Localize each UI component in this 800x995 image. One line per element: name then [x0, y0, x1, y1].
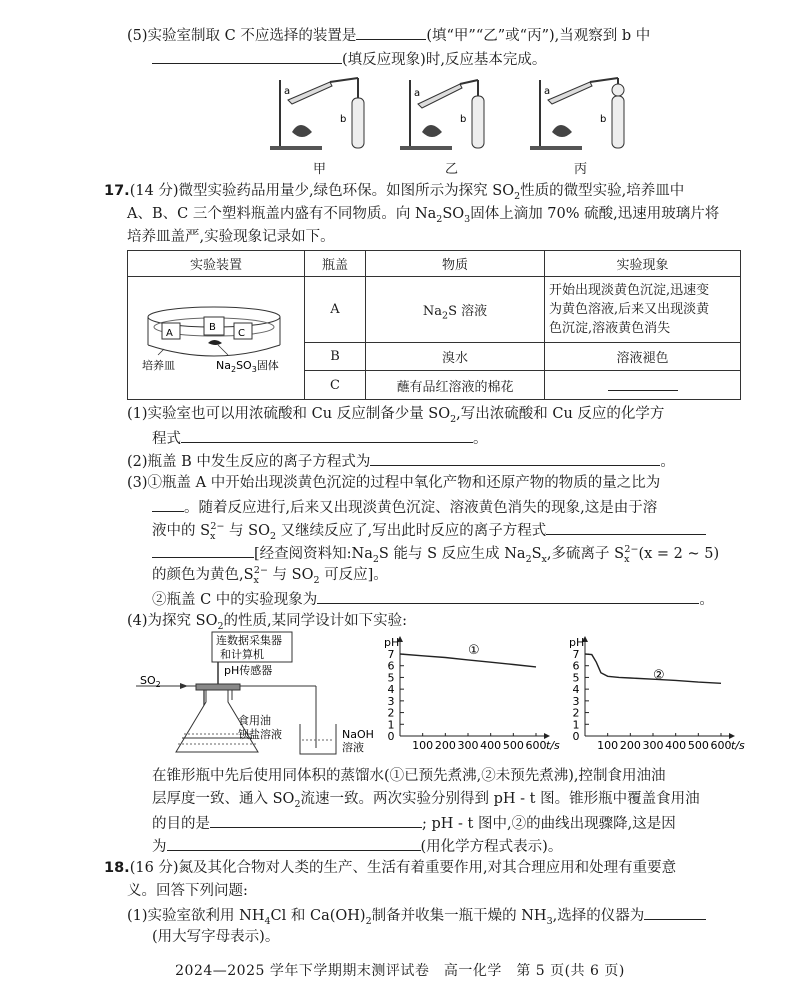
ph-chart-2 — [563, 632, 763, 754]
cap-b-label: B — [209, 322, 216, 333]
y-tick-label: 3 — [572, 694, 580, 708]
y-tick-label: 7 — [387, 648, 395, 661]
header-phenomenon: 实验现象 — [545, 251, 741, 277]
label-bing: 丙 — [574, 162, 588, 177]
y-tick-label: 6 — [387, 659, 395, 673]
x-tick-label: 500 — [687, 739, 709, 752]
ph-chart-1 — [378, 632, 560, 754]
phenomenon-a: 开始出现淡黄色沉淀,迅速变 为黄色溶液,后来又出现淡黄 色沉淀,溶液黄色消失 — [545, 277, 741, 343]
q16-line2: (填反应现象)时,反应基本完成。 — [152, 48, 546, 70]
y-tick-label: 1 — [387, 718, 395, 732]
answer-blank[interactable] — [370, 450, 660, 466]
label-b: b — [460, 114, 467, 125]
dish-label: 培养皿 — [142, 359, 175, 372]
q17-p4-line1: (4)为探究 $SO_2$的性质,某同学设计如下实验: — [127, 613, 408, 632]
x-tick-label: 300 — [457, 739, 479, 752]
header-device: 实验装置 — [128, 251, 305, 277]
label-a: a — [284, 86, 291, 97]
y-tick-label: 2 — [387, 706, 395, 720]
answer-blank[interactable] — [181, 427, 473, 443]
q17-p3-line1: (3)①瓶盖 A 中开始出现淡黄色沉淀的过程中氧化产物和还原产物的物质的量之比为 — [127, 475, 661, 491]
label-yi: 乙 — [445, 162, 459, 177]
chart-title: ① — [468, 643, 480, 658]
collector-label-2: 和计算机 — [220, 648, 264, 661]
answer-blank[interactable] — [152, 496, 184, 512]
y-tick-label: 2 — [572, 706, 580, 720]
q17-p3-line2: 。随着反应进行,后来又出现淡黄色沉淀、溶液黄色消失的现象,这是由于溶 — [152, 496, 657, 518]
chart-title: ② — [653, 668, 665, 683]
apparatus-yi — [400, 80, 484, 150]
q17-p4-line3: 层厚度一致、通入 $SO_2$流速一致。两次实验分别得到 pH - t 图。锥形瓶中覆盖食用油 — [152, 791, 700, 810]
y-axis-label: pH — [569, 636, 585, 649]
q17-p2: (2)瓶盖 B 中发生反应的离子方程式为 。 — [127, 450, 675, 472]
phenomenon-c — [545, 371, 741, 400]
y-tick-label: 6 — [572, 659, 580, 673]
answer-blank[interactable] — [356, 24, 426, 40]
y-tick-label: 1 — [572, 718, 580, 732]
phenomenon-b: 溶液褪色 — [545, 342, 741, 371]
table-row — [128, 277, 741, 343]
q17-p3-line4: [经查阅资料知$:Na_2S$ 能与 S 反应生成 $Na_2S_x$,多硫离子 $S_x^{2-}(x = 2$ ~ 5) — [152, 542, 719, 564]
cap-a-label: A — [166, 328, 173, 339]
answer-blank[interactable] — [152, 48, 342, 64]
x-axis-label: t/s — [546, 739, 560, 752]
x-tick-label: 600 — [525, 739, 547, 752]
y-tick-label: 5 — [387, 671, 395, 685]
collector-label-1: 连数据采集器 — [216, 634, 282, 647]
naoh-label-1: NaOH — [342, 728, 374, 741]
cap-c-label: C — [238, 328, 245, 339]
q17-p1-line2: 程式 。 — [152, 427, 488, 449]
solid-label: $Na_2SO_3$固体 — [216, 359, 279, 374]
y-tick-label: 4 — [572, 683, 580, 697]
x-tick-label: 100 — [597, 739, 619, 752]
apparatus-jia — [270, 78, 364, 150]
q17-p4-line2: 在锥形瓶中先后使用同体积的蒸馏水(①已预先煮沸,②未预先煮沸),控制食用油油 — [152, 768, 666, 784]
q18-p1-line2: (用大写字母表示)。 — [152, 929, 280, 945]
x-tick-label: 400 — [665, 739, 687, 752]
answer-blank[interactable] — [210, 812, 422, 828]
y-tick-label: 4 — [387, 683, 395, 697]
x-tick-label: 400 — [480, 739, 502, 752]
q17-p3-line6: ②瓶盖 C 中的实验现象为 。 — [152, 588, 714, 610]
q17-p4-line5: 为 (用化学方程式表示)。 — [152, 835, 562, 857]
oil-label: 食用油 — [238, 714, 271, 727]
q17-intro-line3: 培养皿盖严,实验现象记录如下。 — [127, 229, 335, 245]
y-tick-label: 7 — [572, 648, 580, 661]
answer-blank[interactable] — [167, 835, 421, 851]
q16-apparatus-figure — [270, 70, 650, 180]
label-a: a — [414, 88, 421, 99]
so2-label: $SO_2$ — [140, 674, 161, 689]
q18-intro-line2: 义。回答下列问题: — [127, 883, 248, 899]
x-tick-label: 500 — [502, 739, 524, 752]
device-diagram-cell — [128, 277, 305, 400]
y-tick-label: 5 — [572, 671, 580, 685]
q17-p4-line4: 的目的是 ; pH - t 图中,②的曲线出现骤降,这是因 — [152, 812, 676, 834]
y-tick-label: 0 — [572, 730, 580, 743]
so2-setup-diagram — [136, 630, 386, 760]
q18-intro-line1: 18.(16 分)氮及其化合物对人类的生产、生活有着重要作用,对其合理应用和处理有重要意 — [104, 860, 677, 876]
label-a: a — [544, 86, 551, 97]
naoh-label-2: 溶液 — [342, 741, 364, 754]
answer-blank[interactable] — [317, 588, 699, 604]
q17-intro-line1: 17.(14 分)微型实验药品用量少,绿色环保。如图所示为探究 $SO_2$性质的微型实验,培养皿中 — [104, 183, 685, 202]
q16-line1: (5)实验室制取 C 不应选择的装置是 (填“甲”“乙”或“丙”),当观察到 b 中 — [127, 24, 650, 46]
header-cap: 瓶盖 — [305, 251, 366, 277]
answer-blank[interactable] — [608, 375, 678, 391]
q17-p3-line3: 液中的 $S_x^{2-}$ 与 $SO_2$ 又继续反应了,写出此时反应的离子方程式 — [152, 519, 706, 541]
cap-c: C — [305, 371, 366, 400]
q17-p1-line1: (1)实验室也可以用浓硫酸和 Cu 反应制备少量 $SO_2$,写出浓硫酸和 Cu 反应的化学方 — [127, 406, 665, 425]
x-axis-label: t/s — [731, 739, 745, 752]
x-tick-label: 200 — [619, 739, 641, 752]
q18-p1-line1: (1)实验室欲利用 $NH_4Cl$ 和 $Ca(OH)_2$制备并收集一瓶干燥的 $NH_3$,选择的仪器为 — [127, 904, 706, 926]
substance-c: 蘸有品红溶液的棉花 — [366, 371, 545, 400]
cap-a: A — [305, 277, 366, 343]
cap-b: B — [305, 342, 366, 371]
sensor-label: pH传感器 — [224, 664, 273, 677]
answer-blank[interactable] — [152, 542, 254, 558]
y-axis-label: pH — [384, 636, 400, 649]
label-jia: 甲 — [313, 162, 327, 177]
y-tick-label: 3 — [387, 694, 395, 708]
label-b: b — [600, 114, 607, 125]
substance-b: 溴水 — [366, 342, 545, 371]
q17-intro-line2: A、B、C 三个塑料瓶盖内盛有不同物质。向 $Na_2SO_3$固体上滴加 70% 硫酸,迅速用玻璃片将 — [127, 206, 720, 225]
x-tick-label: 100 — [412, 739, 434, 752]
apparatus-bing — [530, 78, 624, 150]
label-b: b — [340, 114, 347, 125]
experiment-table — [127, 250, 741, 400]
petri-dish-diagram — [128, 277, 304, 395]
answer-blank[interactable] — [546, 519, 706, 535]
x-tick-label: 600 — [710, 739, 732, 752]
answer-blank[interactable] — [644, 904, 706, 920]
table-header-row — [128, 251, 741, 277]
x-tick-label: 200 — [434, 739, 456, 752]
header-substance: 物质 — [366, 251, 545, 277]
page-footer: 2024—2025 学年下学期期末测评试卷 高一化学 第 5 页(共 6 页) — [175, 963, 625, 979]
q17-p3-line5: 的颜色为黄色$,S_x^{2-}$ 与 $SO_2$ 可反应]。 — [152, 565, 388, 586]
substance-a: $Na_2S$ 溶液 — [366, 277, 545, 343]
y-tick-label: 0 — [387, 730, 395, 743]
barium-label: 钡盐溶液 — [238, 728, 282, 741]
x-tick-label: 300 — [642, 739, 664, 752]
